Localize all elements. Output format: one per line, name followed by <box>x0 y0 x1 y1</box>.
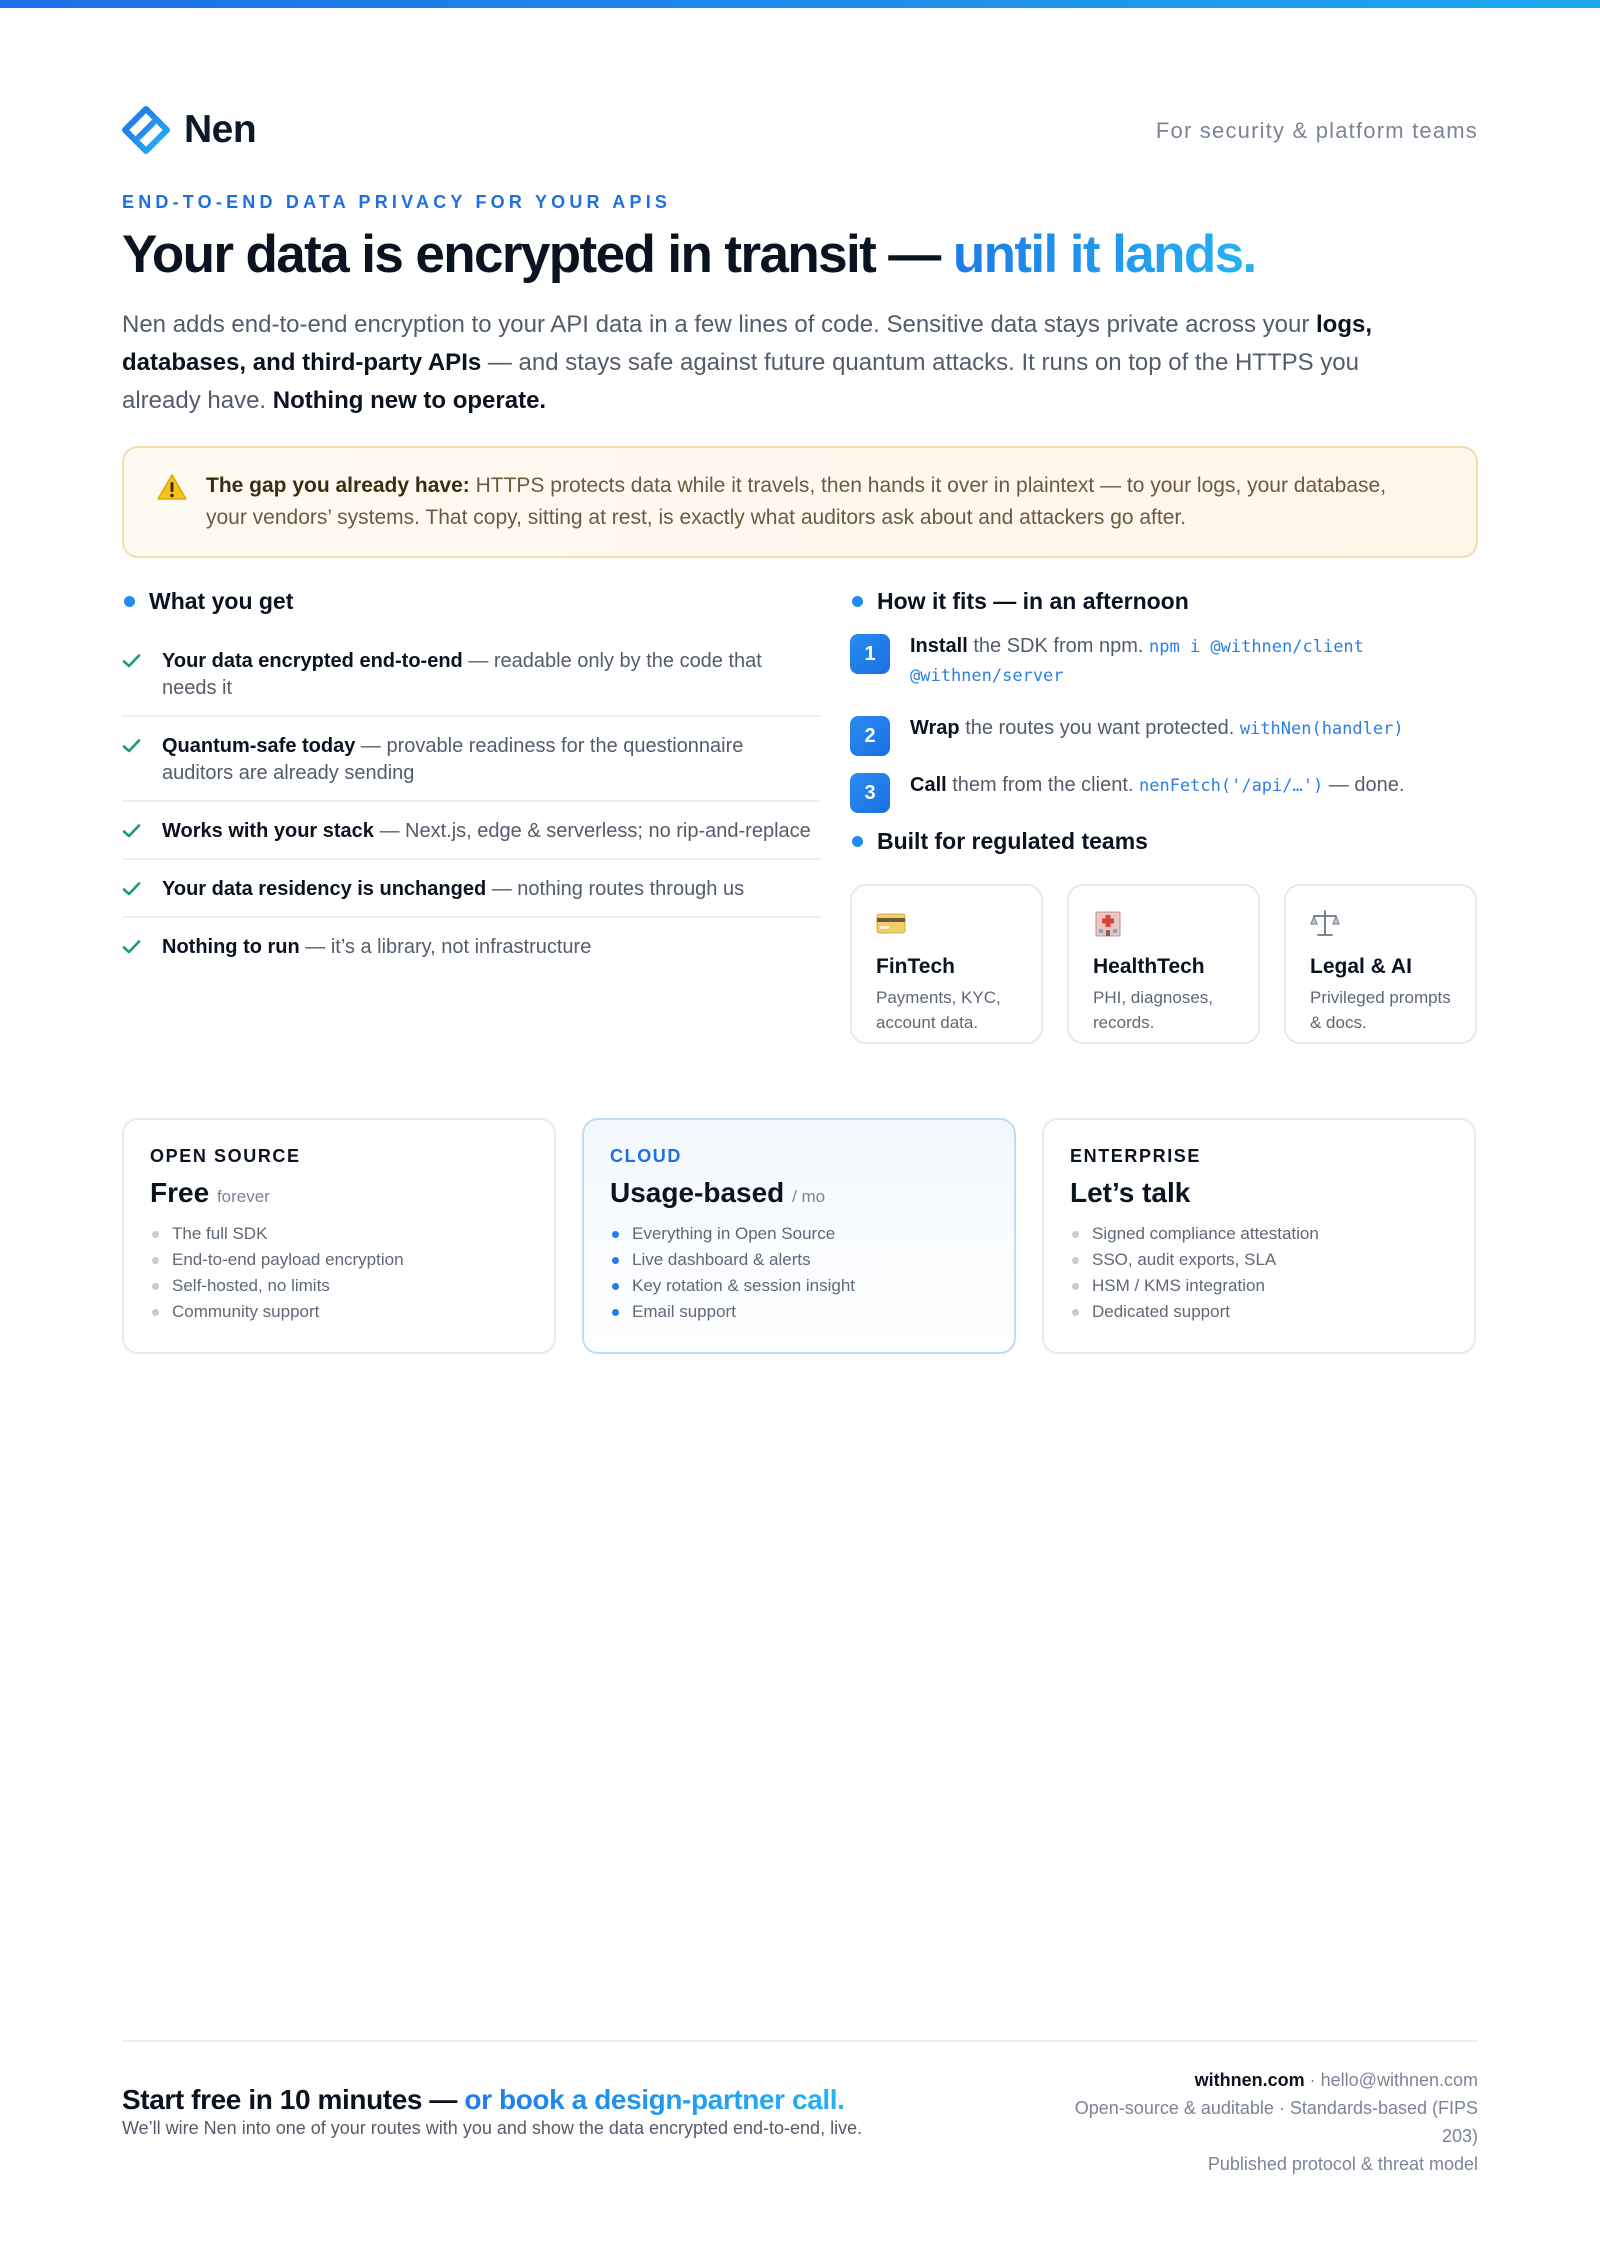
benefit-text: — it’s a library, not infrastructure <box>299 936 592 958</box>
step-text: the SDK from npm. <box>967 635 1149 657</box>
list-item: Dedicated support <box>1070 1299 1448 1325</box>
eyebrow: END-TO-END DATA PRIVACY FOR YOUR APIS <box>122 192 672 212</box>
contact-block <box>1058 2066 1478 2178</box>
bullet-dot-icon <box>852 596 863 607</box>
plan-card-open-source <box>122 1118 556 1354</box>
section-title-text: Built for regulated teams <box>877 827 1148 854</box>
gap-callout <box>122 446 1478 558</box>
step-verb: Call <box>910 774 947 796</box>
footer <box>122 2040 1478 2180</box>
section-title <box>122 584 820 618</box>
list-item <box>122 860 820 918</box>
check-icon <box>122 653 141 669</box>
credit-card-icon <box>876 908 906 938</box>
bullet-dot-icon <box>124 596 135 607</box>
lede-paragraph <box>122 306 1442 420</box>
step-verb: Install <box>910 635 968 657</box>
benefit-text: — nothing routes through us <box>486 878 745 900</box>
contact-line: withnen.com · hello@withnen.com <box>1194 2070 1478 2090</box>
step-list <box>850 632 1478 804</box>
benefit-lead: Nothing to run <box>162 936 300 958</box>
code-snippet: nenFetch('/api/…') <box>1138 776 1324 796</box>
plan-price <box>1070 1177 1448 1209</box>
lede-bold-1: logs, databases, and third-party APIs <box>122 311 1373 376</box>
what-you-get-section <box>122 584 820 974</box>
lede-bold-2: Nothing new to operate. <box>272 387 547 414</box>
benefit-text: — readable only by the code that needs it <box>162 650 762 699</box>
plan-price-unit: forever <box>216 1187 270 1206</box>
benefit-text: — Next.js, edge & serverless; no rip-and-replace <box>373 820 811 842</box>
code-snippet: withNen(handler) <box>1239 719 1404 739</box>
list-item: HSM / KMS integration <box>1070 1273 1448 1299</box>
plan-price-value: Free <box>150 1177 210 1208</box>
list-item: The full SDK <box>150 1221 528 1247</box>
list-item: Live dashboard & alerts <box>610 1247 988 1273</box>
callout-lead: The gap you already have: <box>206 474 470 497</box>
sector-name: FinTech <box>876 955 955 978</box>
list-item <box>122 918 820 974</box>
code-snippet: npm i @withnen/client @withnen/server <box>910 637 1364 686</box>
check-icon <box>122 881 141 897</box>
headline-main: Your data is encrypted in transit — <box>122 225 953 284</box>
headline-accent: until it lands. <box>952 225 1256 284</box>
plan-price <box>150 1177 528 1209</box>
step-number-badge: 1 <box>850 634 890 674</box>
scales-icon <box>1310 908 1340 938</box>
list-item <box>122 802 820 860</box>
plan-feature-list <box>610 1221 988 1325</box>
step-number-badge: 2 <box>850 716 890 756</box>
headline <box>122 224 1256 285</box>
list-item <box>122 632 820 717</box>
nen-logo-icon <box>122 106 170 154</box>
plan-tier: CLOUD <box>610 1146 682 1166</box>
step-text: the routes you want protected. <box>959 717 1240 739</box>
list-item: SSO, audit exports, SLA <box>1070 1247 1448 1273</box>
sector-desc: PHI, diagnoses, records. <box>1093 988 1214 1032</box>
section-title-text: What you get <box>149 587 294 614</box>
hospital-icon <box>1093 908 1123 938</box>
step-verb: Wrap <box>910 717 960 739</box>
list-item: Signed compliance attestation <box>1070 1221 1448 1247</box>
logo <box>122 106 256 154</box>
list-item: End-to-end payload encryption <box>150 1247 528 1273</box>
trust-line: Open-source & auditable · Standards-based (FIPS 203) <box>1074 2098 1478 2146</box>
step-item <box>850 714 1478 747</box>
plan-tier: ENTERPRISE <box>1070 1146 1202 1166</box>
website-link[interactable]: withnen.com <box>1194 2070 1305 2090</box>
plan-card-cloud <box>582 1118 1016 1354</box>
trust-line: Published protocol & threat model <box>1207 2154 1478 2174</box>
section-title <box>850 824 1478 858</box>
sector-card-legal-ai <box>1284 884 1477 1044</box>
plan-price <box>610 1177 988 1209</box>
design-partner-call-link[interactable]: or book a design-partner call. <box>464 2084 845 2115</box>
audience-tag: For security & platform teams <box>1155 118 1478 143</box>
sector-name: HealthTech <box>1093 955 1205 978</box>
step-item <box>850 632 1478 690</box>
section-title-text: How it fits — in an afternoon <box>877 587 1189 614</box>
list-item: Email support <box>610 1299 988 1325</box>
benefit-lead: Works with your stack <box>162 820 374 842</box>
email-link[interactable]: hello@withnen.com <box>1320 2070 1478 2090</box>
one-pager <box>122 0 1478 2263</box>
plan-price-value: Let’s talk <box>1070 1177 1191 1208</box>
benefit-text: — provable readiness for the questionnaire auditors are already sending <box>162 735 744 784</box>
benefit-lead: Quantum-safe today <box>162 735 356 757</box>
cta-headline <box>122 2084 845 2116</box>
cta-main-text: Start free in 10 minutes — <box>122 2084 465 2115</box>
list-item: Everything in Open Source <box>610 1221 988 1247</box>
plan-price-value: Usage-based <box>610 1177 785 1208</box>
list-item: Self-hosted, no limits <box>150 1273 528 1299</box>
step-text: them from the client. <box>946 774 1139 796</box>
sector-card-fintech <box>850 884 1043 1044</box>
brand-name: Nen <box>184 108 257 151</box>
benefit-lead: Your data residency is unchanged <box>162 878 487 900</box>
sector-desc: Privileged prompts & docs. <box>1310 988 1451 1032</box>
section-title <box>850 584 1478 618</box>
step-tail: — done. <box>1323 774 1405 796</box>
plan-feature-list <box>1070 1221 1448 1325</box>
step-number-badge: 3 <box>850 773 890 813</box>
benefit-lead: Your data encrypted end-to-end <box>162 650 463 672</box>
callout-text: HTTPS protects data while it travels, then hands it over in plaintext — to your logs, your database, your vendors’ systems. That copy, sitting at rest, is exactly what auditors ask about and attackers go after. <box>206 474 1387 529</box>
step-item <box>850 771 1478 804</box>
plan-price-unit: / mo <box>792 1187 826 1206</box>
sector-cards <box>850 884 1478 1044</box>
pricing-plans <box>122 1118 1478 1354</box>
lede-text-2: — and stays safe against future quantum attacks. It runs on top of the HTTPS you already have. <box>122 349 1359 414</box>
plan-feature-list <box>150 1221 528 1325</box>
sector-name: Legal & AI <box>1310 955 1412 978</box>
benefit-list <box>122 632 820 974</box>
check-icon <box>122 823 141 839</box>
sector-desc: Payments, KYC, account data. <box>876 988 1001 1032</box>
plan-card-enterprise <box>1042 1118 1476 1354</box>
cta-subtext: We’ll wire Nen into one of your routes with you and show the data encrypted end-to-end, live. <box>122 2118 863 2138</box>
how-it-fits-section <box>850 584 1478 1044</box>
check-icon <box>122 939 141 955</box>
lede-text-1: Nen adds end-to-end encryption to your API data in a few lines of code. Sensitive data stays private across your <box>122 311 1316 338</box>
list-item <box>122 717 820 802</box>
bullet-dot-icon <box>852 836 863 847</box>
sector-card-healthtech <box>1067 884 1260 1044</box>
check-icon <box>122 738 141 754</box>
list-item: Key rotation & session insight <box>610 1273 988 1299</box>
brand-header <box>122 104 1478 160</box>
warning-icon <box>156 473 188 501</box>
plan-tier: OPEN SOURCE <box>150 1146 301 1166</box>
list-item: Community support <box>150 1299 528 1325</box>
